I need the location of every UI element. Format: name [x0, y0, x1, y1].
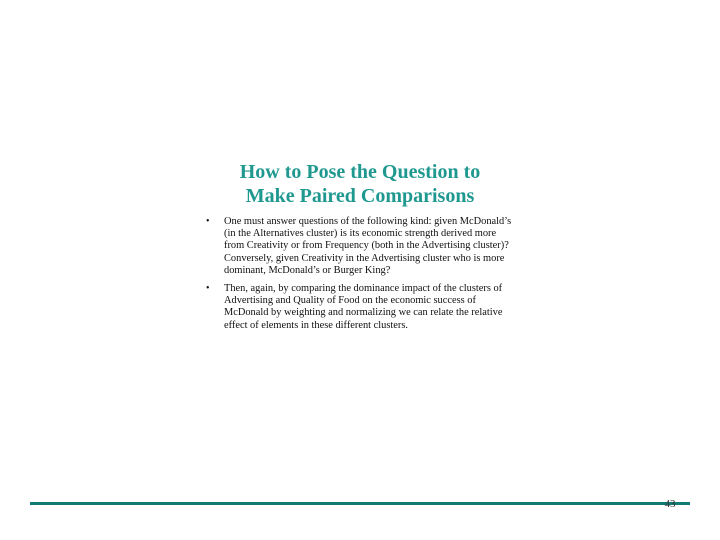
slide-title [200, 160, 520, 208]
bullet-icon: • [206, 216, 210, 227]
bullet-text: Then, again, by comparing the dominance impact of the clusters of Advertising and Quality of Food on the economic success of McDonald by weighting and normalizing we can relate the relative effect of elements in these different clusters. [224, 283, 503, 331]
bullet-item [206, 283, 516, 332]
slide-title-line-2: Make Paired Comparisons [245, 185, 475, 207]
slide-title-line-1: How to Pose the Question to [239, 161, 481, 183]
bullet-text: One must answer questions of the following kind: given McDonald’s (in the Alternatives cluster) is its economic strength derived more from Creativity or from Frequency (both in the Advertising cluster)? Conversely, given Creativity in the Advertising cluster who is more dominant, McDonald’s or Burger King? [224, 216, 512, 276]
bullet-icon: • [206, 283, 210, 295]
page-number: 43 [664, 498, 676, 510]
bullet-list [206, 216, 516, 338]
footer-bar [30, 502, 690, 505]
bullet-item [206, 216, 516, 277]
